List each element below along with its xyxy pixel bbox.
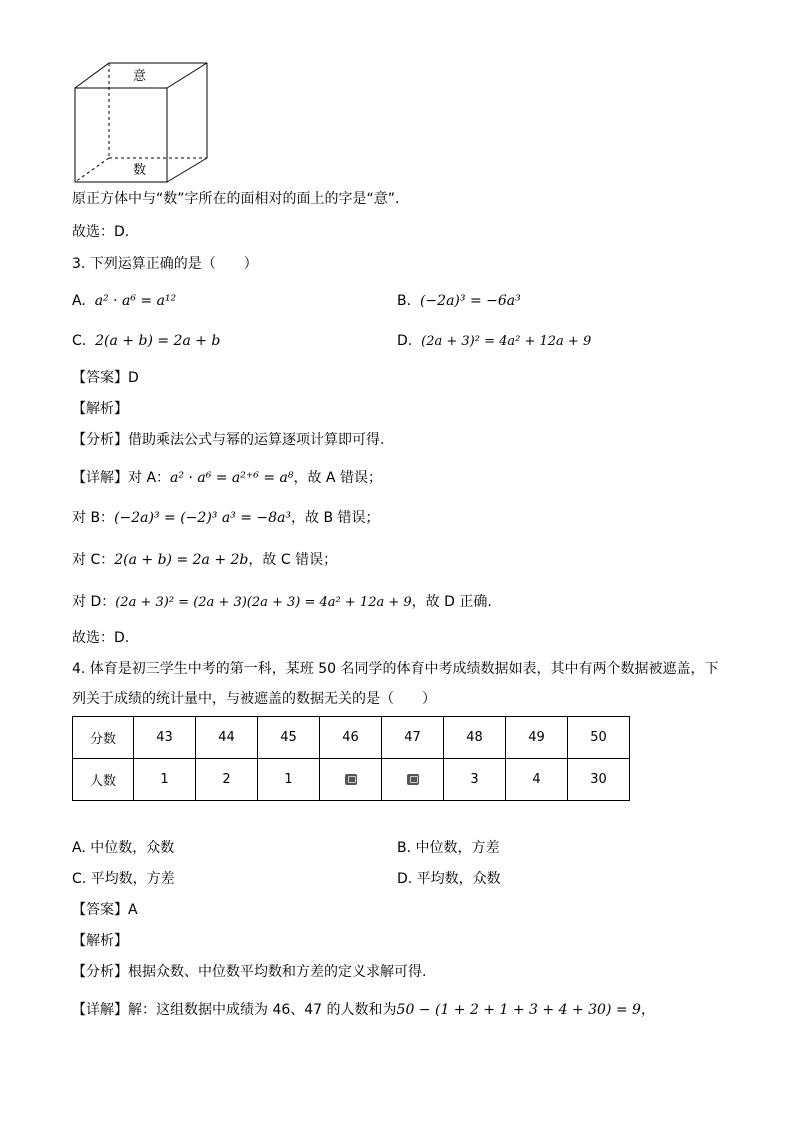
table-cell: 1 (258, 759, 320, 801)
table-cell: 47 (382, 717, 444, 759)
table-cell: 30 (568, 759, 630, 801)
q3-analysis-label: 【解析】 (72, 401, 128, 417)
cube-bottom-char: 数 (133, 163, 147, 178)
table-cell: 49 (506, 717, 568, 759)
q3-option-b-expr: (−2a)³ = −6a³ (419, 293, 521, 309)
q3-stem: 3. 下列运算正确的是（ ） (72, 256, 258, 272)
table-row (73, 759, 630, 801)
q3-option-d: D. (2a + 3)² = 4a² + 12a + 9 (397, 333, 592, 349)
cube-figure (70, 58, 215, 188)
q3-option-d-expr: (2a + 3)² = 4a² + 12a + 9 (421, 334, 592, 349)
table-cell: 48 (444, 717, 506, 759)
score-table (72, 716, 630, 801)
q4-option-b: B. 中位数，方差 (397, 840, 500, 856)
q2-choice: 故选：D. (72, 224, 130, 240)
table-cell: 50 (568, 717, 630, 759)
table-cell: 2 (196, 759, 258, 801)
masked-data-icon (345, 774, 357, 785)
q3-fenxi: 【分析】借助乘法公式与幂的运算逐项计算即可得. (72, 432, 385, 448)
q3-option-b: B. (−2a)³ = −6a³ (397, 293, 521, 309)
table-cell: 45 (258, 717, 320, 759)
q3-detail-b: 对 B：(−2a)³ = (−2)³ a³ = −8a³，故 B 错误； (72, 510, 380, 526)
q4-fenxi: 【分析】根据众数、中位数平均数和方差的定义求解可得. (72, 964, 427, 980)
q4-option-c: C. 平均数，方差 (72, 871, 175, 887)
q4-answer: 【答案】A (72, 902, 138, 918)
q3-detail-c: 对 C：2(a + b) = 2a + 2b，故 C 错误； (72, 552, 338, 568)
q3-answer: 【答案】D (72, 370, 139, 386)
q4-analysis-label: 【解析】 (72, 933, 128, 949)
table-cell: 44 (196, 717, 258, 759)
q3-option-c-expr: 2(a + b) = 2a + b (95, 333, 221, 349)
table-cell: 46 (320, 717, 382, 759)
table-cell: 3 (444, 759, 506, 801)
q3-detail-a: 【详解】对 A：a² · a⁶ = a²⁺⁶ = a⁸，故 A 错误； (72, 470, 382, 486)
q4-option-a: A. 中位数，众数 (72, 840, 175, 856)
q3-option-c: C. 2(a + b) = 2a + b (72, 333, 221, 349)
table-cell (382, 759, 444, 801)
q3-option-a-expr: a² · a⁶ = a¹² (94, 293, 177, 309)
q4-stem-line1: 4. 体育是初三学生中考的第一科，某班 50 名同学的体育中考成绩数据如表，其中有两个数据被遮盖，下 (72, 661, 719, 677)
table-cell: 人数 (73, 759, 134, 801)
table-row (73, 717, 630, 759)
table-cell (320, 759, 382, 801)
q2-conclusion: 原正方体中与“数”字所在的面相对的面上的字是“意”. (72, 191, 400, 207)
table-cell: 1 (134, 759, 196, 801)
q4-stem-line2: 列关于成绩的统计量中，与被遮盖的数据无关的是（ ） (72, 691, 436, 707)
q4-option-d: D. 平均数，众数 (397, 871, 501, 887)
q3-option-a: A. a² · a⁶ = a¹² (72, 293, 177, 309)
table-cell: 分数 (73, 717, 134, 759)
cube-top-char: 意 (133, 69, 147, 84)
q3-detail-d: 对 D：(2a + 3)² = (2a + 3)(2a + 3) = 4a² + 12a + 9，故 D 正确. (72, 594, 492, 610)
masked-data-icon (407, 774, 419, 785)
table-cell: 43 (134, 717, 196, 759)
table-cell: 4 (506, 759, 568, 801)
q3-choice: 故选：D. (72, 630, 130, 646)
q4-detail: 【详解】解：这组数据中成绩为 46、47 的人数和为50 − (1 + 2 + 1 + 3 + 4 + 30) = 9， (72, 1002, 655, 1018)
